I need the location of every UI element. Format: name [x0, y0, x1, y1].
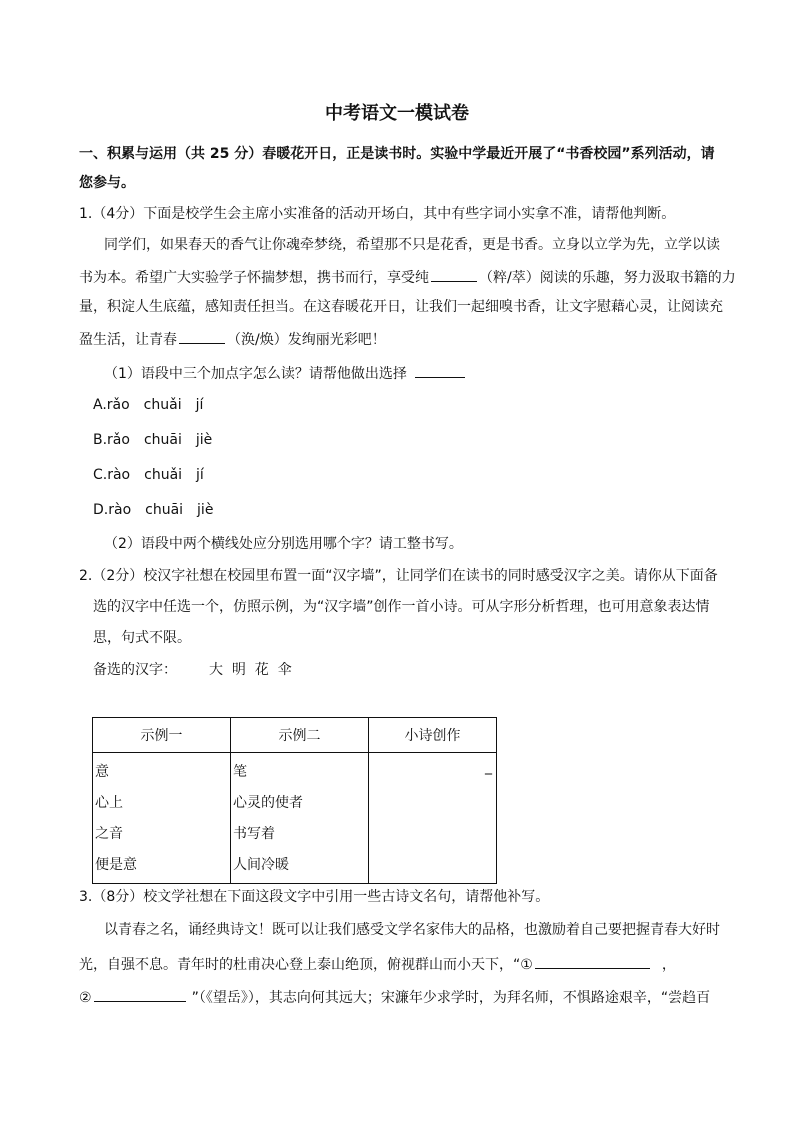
example-1-line: 意	[95, 764, 109, 780]
passage-text: 书为本。希望广大实验学子怀揣梦想，携书而行，享受纯	[79, 270, 429, 286]
table-row	[93, 753, 497, 884]
fill-blank-4[interactable]	[94, 986, 186, 1002]
poem-creation-cell[interactable]	[369, 753, 497, 884]
passage-text: （涣/焕）发绚丽光彩吧！	[227, 332, 386, 348]
passage-text: ，	[661, 957, 676, 973]
question-3-passage-line2	[79, 953, 676, 975]
example-2-line: 书写着	[233, 826, 275, 842]
candidate-chars-label: 备选的汉字：	[93, 662, 177, 678]
question-1-stem: 1.（4分）下面是校学生会主席小实准备的活动开场白，其中有些字词小实拿不准，请帮他判断。	[79, 206, 676, 222]
question-1-sub1	[104, 362, 467, 384]
candidate-chars: 大 明 花 伞	[209, 662, 292, 678]
example-1-cell	[93, 753, 231, 884]
circled-number: ②	[79, 990, 92, 1006]
fill-blank-2[interactable]	[179, 328, 225, 344]
passage-text: 盈生活，让青春	[79, 332, 177, 348]
sub-question-text: （1）语段中三个加点字怎么读？请帮他做出选择	[104, 366, 407, 382]
example-2-line: 心灵的使者	[233, 795, 303, 811]
question-2-line1: 2.（2分）校汉字社想在校园里布置一面“汉字墙”，让同学们在读书的同时感受汉字之美。请你从下面备	[79, 568, 718, 584]
question-2-line3: 思，句式不限。	[93, 630, 191, 646]
passage-text: 光，自强不息。青年时的杜甫决心登上泰山绝顶，俯视群山而小天下，“①	[79, 957, 533, 973]
fill-blank-1[interactable]	[431, 266, 477, 282]
question-1-passage-line2	[79, 266, 736, 288]
question-3-passage-line3	[79, 986, 710, 1008]
passage-text: ”（《望岳》），其志向何其远大；宋濂年少求学时，为拜名师，不惧路途艰辛，“尝趋百	[191, 990, 711, 1006]
question-1-sub2: （2）语段中两个横线处应分别选用哪个字？请工整书写。	[104, 536, 463, 552]
passage-text: （粹/萃）阅读的乐趣，努力汲取书籍的力	[479, 270, 736, 286]
option-c: C.rào chuǎi jí	[93, 467, 204, 483]
example-2-line: 人间冷暖	[233, 857, 289, 873]
question-1-passage-line4	[79, 328, 386, 350]
section-1-heading-line1: 一、积累与运用（共 25 分）春暖花开日，正是读书时。实验中学最近开展了“书香校园”系列活动，请	[79, 146, 715, 162]
option-a: A.rǎo chuǎi jí	[93, 397, 204, 413]
question-3-passage-line1: 以青春之名，诵经典诗文！既可以让我们感受文学名家伟大的品格，也激励着自己要把握青春大好时	[104, 922, 720, 938]
section-1-heading-line2: 您参与。	[79, 175, 135, 191]
example-1-line: 便是意	[95, 857, 137, 873]
question-1-passage-line1: 同学们，如果春天的香气让你魂牵梦绕，希望那不只是花香，更是书香。立身以立学为先，立学以读	[104, 237, 720, 253]
question-1-passage-line3: 量，积淀人生底蕴，感知责任担当。在这春暖花开日，让我们一起细嗅书香，让文字慰藉心灵，让阅读充	[79, 299, 723, 315]
question-2-line2: 选的汉字中任选一个，仿照示例，为“汉字墙”创作一首小诗。可从字形分析哲理，也可用意象表达情	[93, 599, 710, 615]
answer-blank[interactable]	[415, 362, 465, 378]
answer-mark: _	[485, 759, 492, 775]
header-example-1: 示例一	[93, 718, 231, 753]
option-d: D.rào chuāi jiè	[93, 502, 214, 518]
header-example-2: 示例二	[231, 718, 369, 753]
question-3-stem: 3.（8分）校文学社想在下面这段文字中引用一些古诗文名句，请帮他补写。	[79, 889, 550, 905]
table-header-row	[93, 718, 497, 753]
example-1-line: 之音	[95, 826, 123, 842]
header-poem-creation: 小诗创作	[369, 718, 497, 753]
example-2-cell	[231, 753, 369, 884]
example-1-line: 心上	[95, 795, 123, 811]
fill-blank-3[interactable]	[535, 953, 650, 969]
example-2-line: 笔	[233, 764, 247, 780]
page-title: 中考语文一模试卷	[325, 103, 469, 124]
option-b: B.rǎo chuāi jiè	[93, 432, 213, 448]
examples-table	[92, 717, 497, 884]
